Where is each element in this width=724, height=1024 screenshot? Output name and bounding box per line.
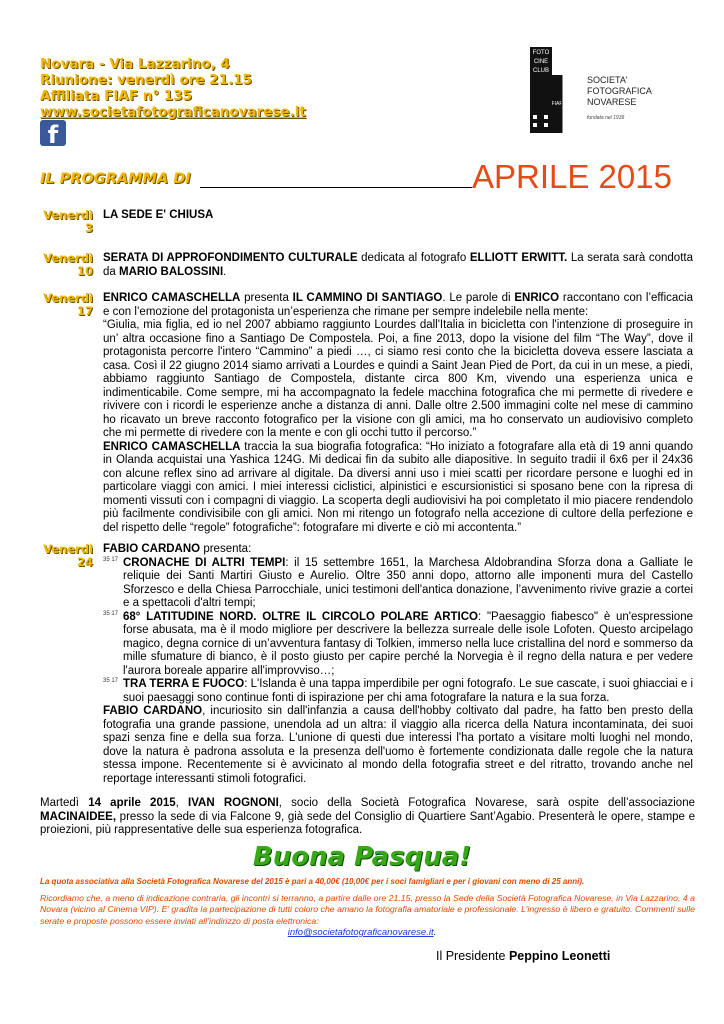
meeting-reminder: Ricordiamo che, a meno di indicazione contraria, gli incontri si terranno, a partire dalle ore 21.15, presso la Sede della Società Fotografica Novarese, in Via Lazzarino, 4 a Novara (vicino al Cinema VIP). E’ gradita la partecipazione di tutti coloro che amano la fotografia amatoriale e professionale. L’ingresso è libero e gratuito. Commenti sulle serate e proposte possono essere inviati all’indirizzo di posta elettronica:	[40, 893, 695, 926]
list-item: 35 17 68° LATITUDINE NORD. OLTRE IL CIRCOLO POLARE ARTICO: "Paesaggio fiabesco" è un'espressione forse abusata, ma è il modo migliore per descrivere la bellezza surreale delle isole Lofoten. Questo arcipelago magico, degna cornice di un’avventura fantasy di Tolkien, immerso nella luce cristallina del nord e sommerso da mille sfumature di bianco, è il posto giusto per capire perché la Norvegia è il regno della natura e per vedere l'aurora boreale apparire all'improvviso…;	[103, 610, 693, 677]
title-underline	[200, 187, 472, 188]
event-17-quote: “Giulia, mia figlia, ed io nel 2007 abbiamo raggiunto Lourdes dall'Italia in bicicletta con l'intenzione di proseguire in un’ altra occasione fino a Santiago De Compostela. Poi, a fine 2013, dopo la visione del film “The Way”, dove il protagonista percorre l'intero “Cammino” a piedi …, ci siamo resi conto che la bicicletta doveva essere lasciata a casa. Così il 22 giugno 2014 siamo arrivati a Lourdes e quindi a Saint Jean Pied de Port, da cui in un mese, a piedi, abbiamo raggiunto Santiago de Compostela, distante circa 800 Km, vivendo una esperienza unica e indimenticabile. Come sempre, mi ha accompagnato la fedele macchina fotografica che mi permette di rivedere e rivivere con i ricordi le esperienze anche a distanza di anni. Dalle oltre 2.500 immagini colte nel mese di cammino ho ricavato un breve racconto fotografico per la visione con gli amici, ma ho conservato un audiovisivo completo che mi permette di rivedere con la mente e con gli occhi tutto il percorso.”	[103, 319, 693, 439]
film-icon: 35 17	[103, 678, 119, 684]
event-date: Venerdì 24	[43, 542, 93, 569]
affiliation: Affiliata FIAF n° 135	[40, 88, 192, 104]
list-item: 35 17 TRA TERRA E FUOCO: L'Islanda è una tappa imperdibile per ogni fotografo. Le sue cascate, i suoi ghiacciai e i suoi paesaggi sono continue fonti di ispirazione per chi ama fotografare la natura e la sua forza.	[103, 678, 694, 704]
email-line: info@societafotograficanovarese.it.	[287, 927, 437, 938]
meeting-time: Riunione: venerdì ore 21.15	[40, 72, 252, 88]
logo-club: CLUB	[532, 68, 550, 74]
martedi-notice: Martedì 14 aprile 2015, IVAN ROGNONI, socio della Società Fotografica Novarese, sarà ospite dell’associazione MACINAIDEE, presso la sede di via Falcone 9, già sede del Consiglio di Quartiere Sant’Agabio. Presenterà le opere, stampe e proiezioni, più rappresentative delle sua esperienza fotografica.	[40, 797, 695, 836]
film-icon: 35 17	[103, 610, 119, 617]
program-title: IL PROGRAMMA DI	[40, 171, 191, 187]
list-item: 35 17 CRONACHE DI ALTRI TEMPI: il 15 settembre 1651, la Marchesa Aldobrandina Sforza dona a Galliate le reliquie dei Santi Martiri Giusto e Aurelio. Oltre 350 anni dopo, attorno alle imponenti mura del Castello Sforzesco e della Chiesa Parrocchiale, unici testimoni dell'antica donazione, l’avvenimento rivive grazie a cortei e a spettacoli d'altri tempi;	[103, 556, 694, 609]
club-logo	[527, 45, 657, 135]
website-link[interactable]: www.societafotograficanovarese.it	[40, 104, 306, 120]
email-link[interactable]: info@societafotograficanovarese.it	[287, 927, 434, 938]
logo-cine: CINE	[533, 59, 549, 65]
event-24-text: FABIO CARDANO presenta: 35 17 CRONACHE DI ALTRI TEMPI: il 15 settembre 1651, la Marchesa Aldobrandina Sforza dona a Galliate le reliquie dei Santi Martiri Giusto e Aurelio. Oltre 350 anni dopo, attorno alle imponenti mura del Castello Sforzesco e della Chiesa Parrocchiale, unici testimoni dell'antica donazione, l’avvenimento rivive grazie a cortei e a spettacoli d'altri tempi; 35 17 68° LATITUDINE NORD. OLTRE IL CIRCOLO POLARE ARTICO: "Paesaggio fiabesco" è un'espressione forse abusata, ma è il modo migliore per descrivere la bellezza surreale delle isole Lofoten. Questo arcipelago magico, degna cornice di un’avventura fantasy di Tolkien, immerso nella luce cristallina del nord e sommerso da mille sfumature di bianco, è il posto giusto per capire perché la Norvegia è il regno della natura e per vedere l'aurora boreale apparire all'improvviso…; 35 17 TRA TERRA E FUOCO: L'Islanda è una tappa imperdibile per ogni fotografo. Le sue cascate, i suoi ghiacciai e i suoi paesaggi sono continue fonti di ispirazione per chi ama fotografare la natura e la sua forza. FABIO CARDANO, incuriosito sin dall'infanzia a causa dell'hobby coltivato dal padre, ha fatto ben presto della fotografia una grande passione, unendola ad un altra: il viaggio alla ricerca della Natura incontaminata, dei suoi spazi senza fine e della sua forza. L'unione di questi due interessi l'ha portato a visitare molti luoghi nel mondo, dove la natura è padrona assoluta e la presenza dell'uomo è fortemente condizionata dalle regole che la natura stessa impone. Recentemente si è avvicinato al mondo della fotografia street e del ritratto, trovando anche nel reportage interessanti stimoli fotografici.	[103, 543, 694, 785]
logo-founded: fondata nel 1939	[587, 115, 625, 121]
event-date: Venerdì 17	[43, 291, 93, 318]
logo-foto: FOTO	[532, 50, 550, 56]
event-10-text: SERATA DI APPROFONDIMENTO CULTURALE dedicata al fotografo ELLIOTT ERWITT. La serata sarà condotta da MARIO BALOSSINI.	[103, 252, 693, 278]
month-title: APRILE 2015	[472, 158, 672, 195]
easter-greeting: Buona Pasqua!	[252, 842, 472, 872]
logo-name-1: SOCIETA'	[587, 75, 628, 85]
event-date: Venerdì 3	[43, 208, 93, 235]
film-icon: 35 17	[103, 556, 119, 563]
signature: Il Presidente Peppino Leonetti	[436, 949, 611, 963]
address: Novara - Via Lazzarino, 4	[40, 56, 230, 72]
event-date: Venerdì 10	[43, 251, 93, 278]
logo-name-3: NOVARESE	[587, 97, 637, 107]
event-17-text: ENRICO CAMASCHELLA presenta IL CAMMINO DI SANTIAGO. Le parole di ENRICO raccontano con l’efficacia e con l’emozione del protagonista un’esperienza che rimane per sempre indelebile nella mente: “Giulia, mia figlia, ed io nel 2007 abbiamo raggiunto Lourdes dall'Italia in bicicletta con l'intenzione di proseguire in un’ altra occasione fino a Santiago De Compostela. Poi, a fine 2013, dopo la visione del film “The Way”, dove il protagonista percorre l'intero “Cammino” a piedi …, ci siamo resi conto che la bicicletta doveva essere lasciata a casa. Così il 22 giugno 2014 siamo arrivati a Lourdes e quindi a Saint Jean Pied de Port, da cui in un mese, a piedi, abbiamo raggiunto Santiago de Compostela, distante circa 800 Km, vivendo una esperienza unica e indimenticabile. Come sempre, mi ha accompagnato la fedele macchina fotografica che mi permette di rivedere e rivivere con i ricordi le esperienze anche a distanza di anni. Dalle oltre 2.500 immagini colte nel mese di cammino ho ricavato un breve racconto fotografico per la visione con gli amici, ma ho conservato un audiovisivo completo che mi permette di rivedere con la mente e con gli occhi tutto il percorso.” ENRICO CAMASCHELLA traccia la sua biografia fotografica: “Ho iniziato a fotografare alla età di 19 anni quando in Olanda acquistai una Yashica 124G. Mi dedicai fin da subito alle diapositive. In seguito tradii il 6x6 per il 24x36 con alcune reflex sino ad arrivare al digitale. Da diversi anni uso i miei scatti per ricordare persone e luoghi ed in particolare viaggi con amici. I miei interessi ciclistici, alpinistici e escursionistici si sposano bene con la ripresa di momenti vissuti con i compagni di viaggio. La scoperta degli audiovisivi ha poi completato il mio piacere rendendolo più facilmente condivisibile con gli amici. Non mi ritengo un fotografo nella accezione di cultore della perfezione e del rispetto delle “regole” fotografiche”: fotografare mi diverte e ciò mi accontenta.”	[103, 292, 693, 534]
facebook-icon[interactable]: f	[40, 120, 66, 146]
membership-fee-note: La quota associativa alla Società Fotografica Novarese del 2015 è pari a 40,00€ (10,00€ per i soci famigliari e per i giovani con meno di 25 anni).	[40, 877, 585, 886]
logo-name-2: FOTOGRAFICA	[587, 86, 652, 96]
logo-fiaf: FIAF	[551, 101, 563, 107]
event-3-text: LA SEDE E' CHIUSA	[103, 209, 214, 221]
